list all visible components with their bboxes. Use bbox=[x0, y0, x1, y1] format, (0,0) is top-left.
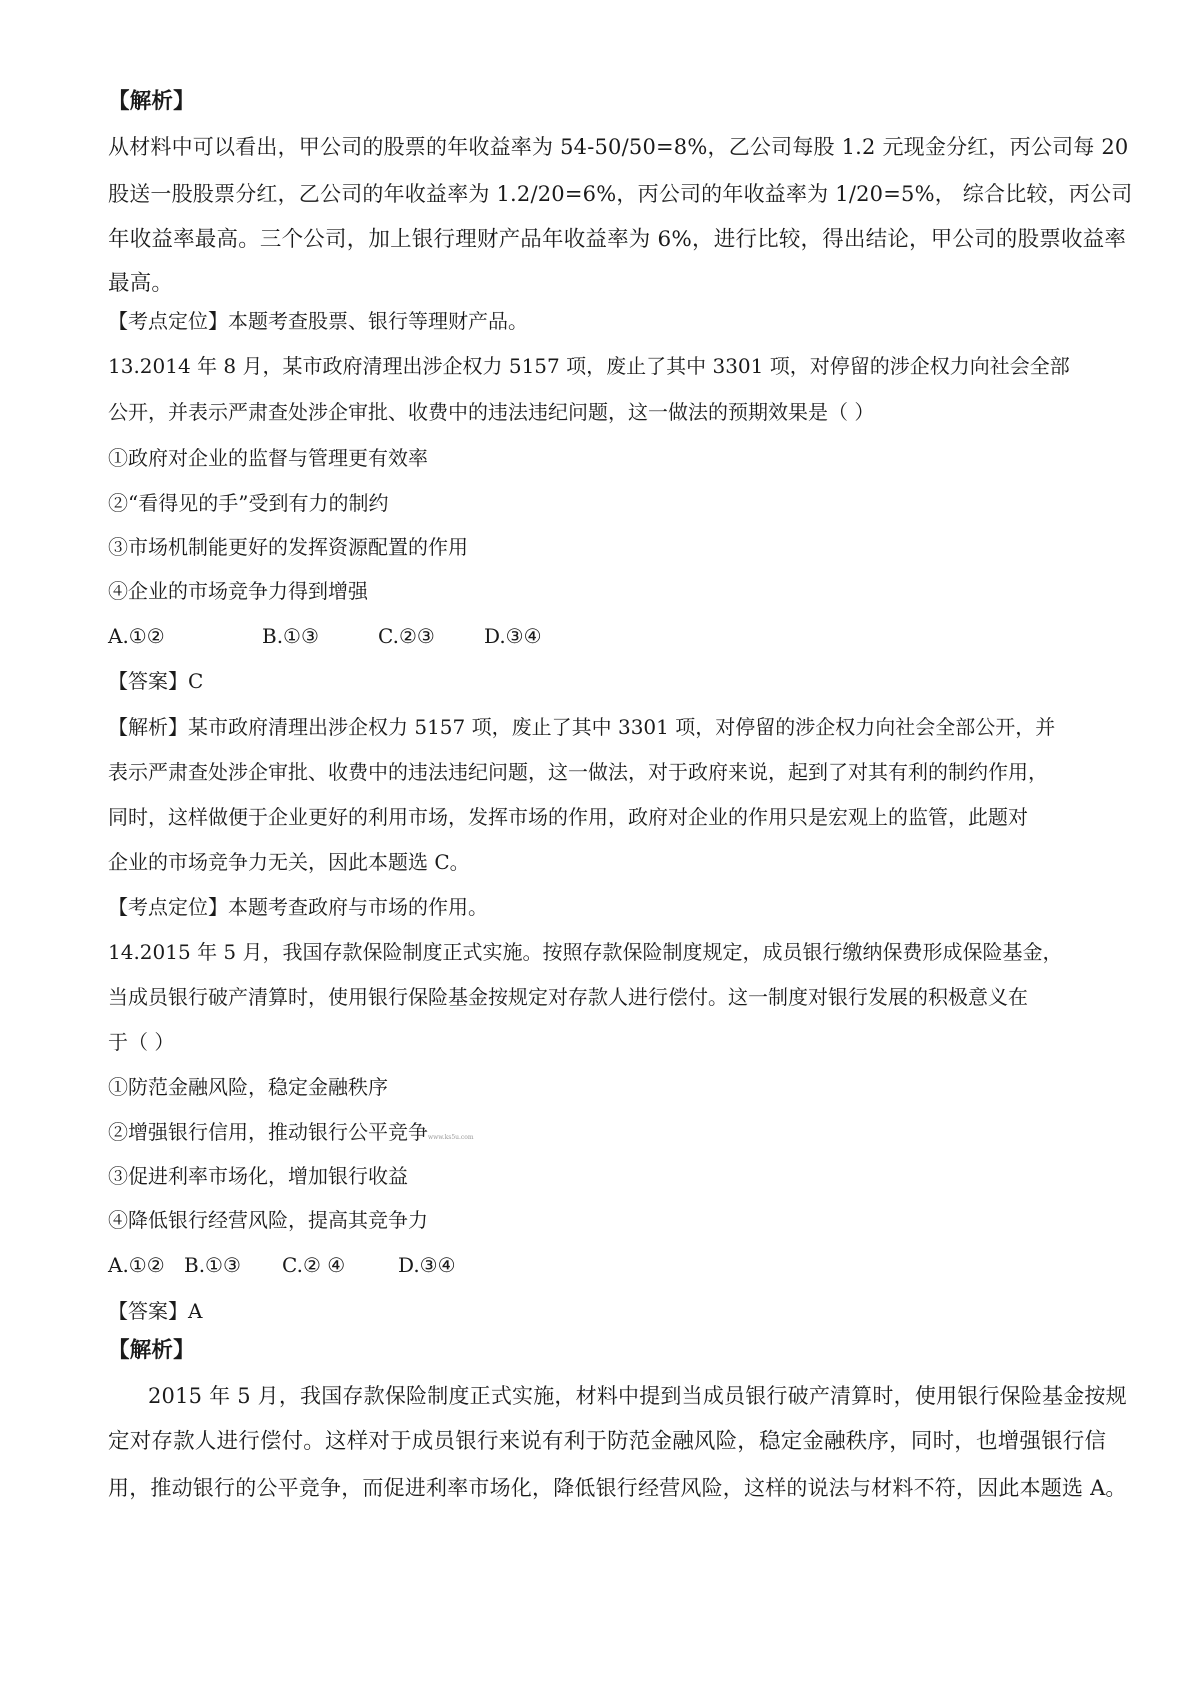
question-14-item bbox=[108, 1118, 474, 1152]
watermark: www.ks5u.com bbox=[428, 1134, 474, 1141]
analysis-line: 从材料中可以看出，甲公司的股票的年收益率为 54-50/50=8%，乙公司每股 1.2 元现金分红，丙公司每 20 bbox=[108, 135, 1129, 159]
analysis-heading: 【解析】 bbox=[108, 89, 195, 114]
option-a: A.①② bbox=[108, 624, 165, 648]
question-14-stem: 当成员银行破产清算时，使用银行保险基金按规定对存款人进行偿付。这一制度对银行发展的积极意义在 bbox=[108, 985, 1028, 1009]
question-13-item: ④企业的市场竞争力得到增强 bbox=[108, 579, 368, 603]
question-14-item: ③促进利率市场化，增加银行收益 bbox=[108, 1164, 408, 1188]
kaodian-line: 【考点定位】本题考查股票、银行等理财产品。 bbox=[108, 309, 528, 333]
option-b: B.①③ bbox=[184, 1253, 241, 1277]
question-14-analysis: 2015 年 5 月，我国存款保险制度正式实施，材料中提到当成员银行破产清算时，使用银行保险基金按规 bbox=[148, 1384, 1127, 1408]
question-13-stem: 13.2014 年 8 月，某市政府清理出涉企权力 5157 项，废止了其中 3301 项，对停留的涉企权力向社会全部 bbox=[108, 354, 1070, 378]
option-c: C.②③ bbox=[378, 624, 435, 648]
option-d: D.③④ bbox=[484, 624, 542, 648]
kaodian-line: 【考点定位】本题考查政府与市场的作用。 bbox=[108, 895, 488, 919]
question-13-item: ②“看得见的手”受到有力的制约 bbox=[108, 491, 389, 515]
question-13-answer: 【答案】C bbox=[108, 669, 204, 693]
analysis-line: 年收益率最高。三个公司，加上银行理财产品年收益率为 6%，进行比较，得出结论，甲公司的股票收益率 bbox=[108, 227, 1127, 252]
question-14-item-text: ②增强银行信用，推动银行公平竞争 bbox=[108, 1120, 428, 1144]
question-13-stem: 公开，并表示严肃查处涉企审批、收费中的违法违纪问题，这一做法的预期效果是（ ） bbox=[108, 400, 875, 424]
analysis-line: 股送一股股票分红，乙公司的年收益率为 1.2/20=6%，丙公司的年收益率为 1/20=5%， 综合比较，丙公司 bbox=[108, 182, 1133, 206]
question-13-item: ①政府对企业的监督与管理更有效率 bbox=[108, 446, 428, 470]
question-13-analysis: 【解析】某市政府清理出涉企权力 5157 项，废止了其中 3301 项，对停留的涉企权力向社会全部公开，并 bbox=[108, 715, 1056, 739]
question-14-answer: 【答案】A bbox=[108, 1299, 203, 1323]
question-14-analysis: 用，推动银行的公平竞争，而促进利率市场化，降低银行经营风险，这样的说法与材料不符，因此本题选 A。 bbox=[108, 1476, 1127, 1500]
question-13-analysis: 同时，这样做便于企业更好的利用市场，发挥市场的作用，政府对企业的作用只是宏观上的监管，此题对 bbox=[108, 805, 1028, 829]
question-14-item: ④降低银行经营风险，提高其竞争力 bbox=[108, 1208, 428, 1232]
question-14-stem: 于（ ） bbox=[108, 1030, 175, 1054]
option-b: B.①③ bbox=[262, 624, 319, 648]
option-d: D.③④ bbox=[398, 1253, 456, 1277]
question-13-analysis: 企业的市场竞争力无关，因此本题选 C。 bbox=[108, 850, 470, 874]
question-14-analysis: 定对存款人进行偿付。这样对于成员银行来说有利于防范金融风险，稳定金融秩序，同时，也增强银行信 bbox=[108, 1429, 1107, 1454]
option-c: C.② ④ bbox=[282, 1253, 346, 1277]
analysis-line: 最高。 bbox=[108, 271, 174, 296]
question-13-analysis: 表示严肃查处涉企审批、收费中的违法违纪问题，这一做法，对于政府来说，起到了对其有利的制约作用， bbox=[108, 760, 1048, 784]
option-a: A.①② bbox=[108, 1253, 165, 1277]
question-13-item: ③市场机制能更好的发挥资源配置的作用 bbox=[108, 535, 468, 559]
question-14-stem: 14.2015 年 5 月，我国存款保险制度正式实施。按照存款保险制度规定，成员银行缴纳保费形成保险基金， bbox=[108, 940, 1063, 964]
analysis-heading: 【解析】 bbox=[108, 1338, 195, 1363]
question-14-item: ①防范金融风险，稳定金融秩序 bbox=[108, 1075, 388, 1099]
